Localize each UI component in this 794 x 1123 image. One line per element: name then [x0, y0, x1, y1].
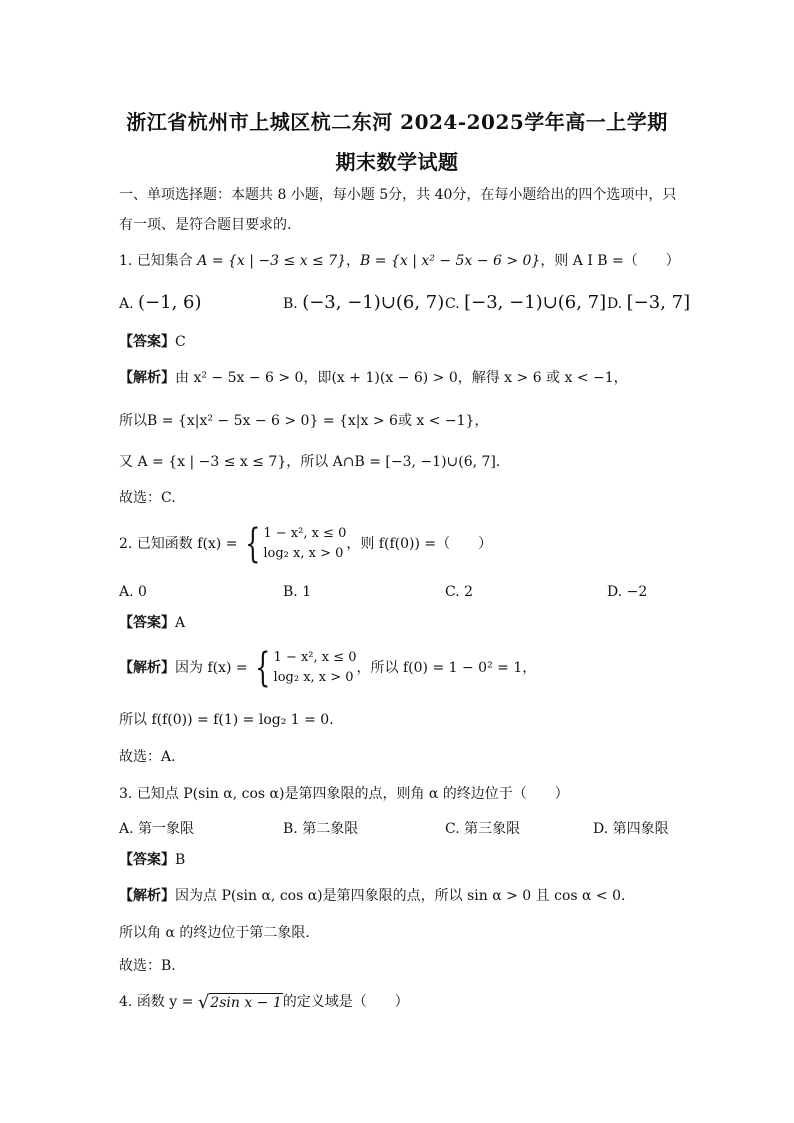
q2-stem-prefix: 已知函数 f(x) = — [136, 536, 238, 552]
q2-answer: 【答案】A — [119, 615, 186, 631]
section-heading-line1: 一、单项选择题：本题共 8 小题，每小题 5分，共 40分，在每小题给出的四个选项中，只 — [119, 187, 677, 203]
q2-case1: 1 − x², x ≤ 0 — [263, 526, 347, 541]
q2-analysis-line1: 【解析】因为 f(x) = { 1 − x², x ≤ 0 log₂ x, x > 0 ，所以 f(0) = 1 − 0² = 1， — [119, 645, 537, 691]
q3-answer: 【答案】B — [119, 852, 186, 868]
q2-stem-suffix: ，则 f(f(0)) =（ ） — [346, 536, 493, 552]
q3-number: 3. — [119, 786, 133, 802]
q1-answer-value: C — [175, 334, 186, 350]
q3-analysis-line2: 所以角 α 的终边位于第二象限. — [119, 925, 310, 941]
doc-title-line2: 期末数学试题 — [335, 150, 459, 174]
q2-option-c: C. 2 — [445, 584, 474, 600]
q2-option-a: A. 0 — [119, 584, 147, 600]
q2-option-b: B. 1 — [283, 584, 312, 600]
q2-answer-value: A — [175, 615, 186, 631]
q2-analysis-piecewise: { 1 − x², x ≤ 0 log₂ x, x > 0 — [255, 645, 357, 691]
q3-stem: 3. 已知点 P(sin α, cos α)是第四象限的点，则角 α 的终边位于（ ） — [119, 786, 569, 802]
answer-label: 【答案】 — [119, 334, 175, 350]
q1-analysis-line1: 【解析】由 x² − 5x − 6 > 0，即(x + 1)(x − 6) > 0，解得 x > 6 或 x < −1， — [119, 370, 628, 386]
q1-stem-suffix: ，则 A I B =（ ） — [540, 253, 680, 269]
q1-set-b: B = {x | x² − 5x − 6 > 0} — [360, 253, 541, 269]
q4-radicand: 2sin x − 1 — [210, 994, 282, 1011]
q3-answer-value: B — [175, 852, 186, 868]
q2-analysis-line2: 所以 f(f(0)) = f(1) = log₂ 1 = 0. — [119, 712, 334, 728]
section-heading-line2: 有一项、是符合题目要求的. — [119, 217, 292, 233]
q1-option-c: C. [−3, −1)∪(6, 7] — [445, 292, 607, 313]
q2-stem — [119, 521, 493, 567]
q1-stem-prefix: 已知集合 — [136, 253, 193, 269]
q1-set-a: A = {x | −3 ≤ x ≤ 7} — [197, 253, 347, 269]
q1-option-a: A. (−1, 6) — [119, 292, 202, 313]
q2-case2: log₂ x, x > 0 — [263, 546, 344, 561]
sqrt-symbol: √ 2sin x − 1 — [197, 991, 282, 1013]
q4-number: 4. — [119, 994, 133, 1010]
q1-choose: 故选：C. — [119, 490, 176, 506]
q3-option-b: B. 第二象限 — [283, 821, 359, 837]
q3-option-d: D. 第四象限 — [593, 821, 669, 837]
q2-option-d: D. −2 — [607, 584, 648, 600]
q1-answer — [119, 331, 186, 353]
q3-analysis-line1: 【解析】因为点 P(sin α, cos α)是第四象限的点，所以 sin α > 0 且 cos α < 0. — [119, 888, 626, 904]
q1-analysis-line2: 所以B = {x|x² − 5x − 6 > 0} = {x|x > 6或 x < −1}， — [119, 413, 489, 429]
q1-number: 1. — [119, 253, 133, 269]
q2-piecewise: { 1 − x², x ≤ 0 log₂ x, x > 0 — [244, 521, 347, 567]
q1-comma: ， — [346, 253, 361, 269]
q1-option-d: D. [−3, 7] — [607, 292, 691, 313]
q3-choose: 故选：B. — [119, 958, 176, 974]
doc-title-line1: 浙江省杭州市上城区杭二东河 2024-2025学年高一上学期 — [126, 110, 668, 134]
q4-stem: 4. 函数 y = √ 2sin x − 1 的定义域是（ ） — [119, 991, 409, 1013]
analysis-label: 【解析】 — [119, 370, 175, 386]
q2-choose: 故选：A. — [119, 749, 176, 765]
q1-option-b: B. (−3, −1)∪(6, 7) — [283, 292, 445, 313]
q1-analysis-line3: 又 A = {x | −3 ≤ x ≤ 7}，所以 A∩B = [−3, −1)∪(6, 7]. — [119, 454, 501, 470]
q3-option-a: A. 第一象限 — [119, 821, 195, 837]
q2-number: 2. — [119, 536, 133, 552]
q1-stem — [119, 250, 680, 272]
q3-option-c: C. 第三象限 — [445, 821, 521, 837]
